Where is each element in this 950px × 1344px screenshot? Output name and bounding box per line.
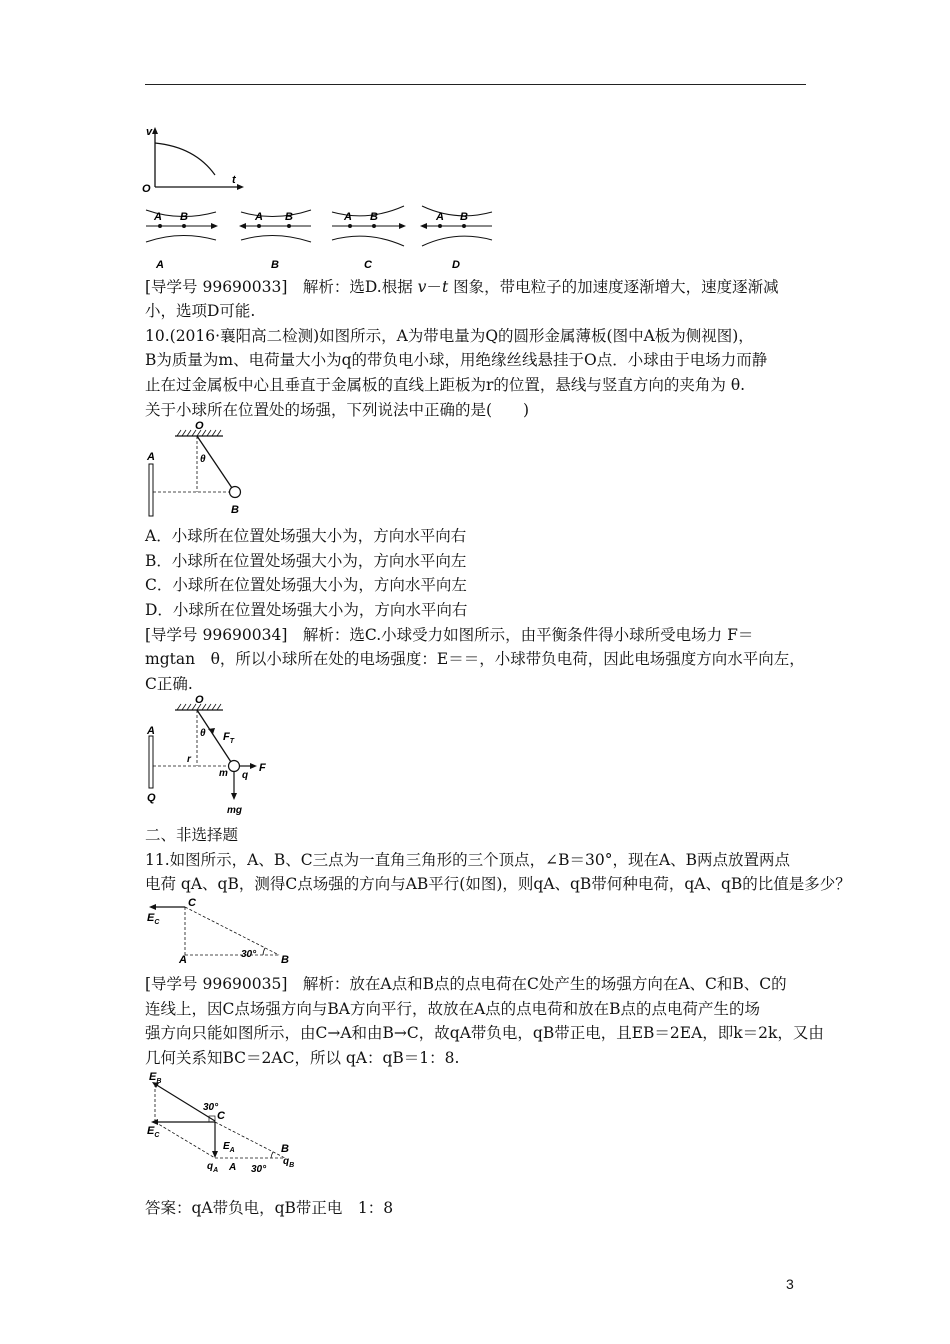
opt-a-point-a: A bbox=[154, 211, 162, 223]
q11-text-line-1: 11.如图所示，A、B、C三点为一直角三角形的三个顶点，∠B＝30°，现在A、B两点放置两点 bbox=[145, 851, 791, 869]
q11-vector-figure bbox=[145, 1072, 305, 1177]
q11-fig-angle: 30° bbox=[241, 949, 257, 960]
opt-b-point-b: B bbox=[285, 211, 293, 223]
option-d-diagram bbox=[420, 206, 492, 271]
q10b-fig-ft: $F_T$ bbox=[223, 731, 235, 745]
opt-a-label: A bbox=[156, 259, 164, 271]
q11-text-line-2: 电荷 qA、qB，测得C点场强的方向与AB平行(如图)，则qA、qB带何种电荷，qA、qB的比值是多少？ bbox=[145, 875, 851, 893]
vt-graph-figure bbox=[140, 125, 250, 195]
q10-fig-o: O bbox=[195, 420, 204, 432]
q10b-fig-m: m bbox=[219, 768, 228, 779]
q11b-fig-ec: $E_C$ bbox=[147, 1125, 160, 1139]
vt-t-label: t bbox=[232, 174, 236, 186]
q11-analysis-line-3: 强方向只能如图所示，由C→A和由B→C，故qA带负电，qB带正电，且EB＝2EA，即k＝2k，又由 bbox=[145, 1024, 824, 1042]
vt-v-label: v bbox=[146, 126, 153, 138]
q10-text-line-2: B为质量为m、电荷量大小为q的带负电小球，用绝缘丝线悬挂于O点．小球由于电场力而静 bbox=[145, 351, 768, 369]
q10-text-line-3: 止在过金属板中心且垂直于金属板的直线上距板为r的位置，悬线与竖直方向的夹角为 θ. bbox=[145, 376, 746, 394]
q11b-fig-angle-top: 30° bbox=[203, 1102, 219, 1113]
q11-fig-c: C bbox=[188, 897, 196, 909]
q10b-fig-f: F bbox=[259, 762, 266, 774]
q11-triangle-figure bbox=[145, 895, 295, 965]
section-2-heading: 二、非选择题 bbox=[145, 826, 239, 844]
q11b-fig-qb: $q_B$ bbox=[283, 1156, 295, 1169]
q10-force-diagram bbox=[145, 696, 275, 816]
q10-option-b: B．小球所在位置处场强大小为，方向水平向左 bbox=[145, 552, 467, 570]
header-rule bbox=[145, 84, 806, 85]
option-c-diagram bbox=[332, 206, 406, 271]
q10-analysis-line-1: [导学号 99690034] 解析：选C.小球受力如图所示，由平衡条件得小球所受电场力 F＝ bbox=[145, 626, 754, 644]
opt-d-point-b: B bbox=[460, 211, 468, 223]
q10-analysis-line-3: C正确. bbox=[145, 675, 193, 693]
q11b-fig-b: B bbox=[281, 1143, 289, 1155]
q10-analysis-line-2: mgtan θ，所以小球所在处的电场强度：E＝＝，小球带负电荷，因此电场强度方向水平向左， bbox=[145, 650, 805, 668]
q9-analysis-line-2: 小，选项D可能. bbox=[145, 302, 256, 320]
vt-origin-label: O bbox=[142, 183, 151, 195]
q11b-fig-c: C bbox=[217, 1110, 225, 1122]
q10-option-c: C．小球所在位置处场强大小为，方向水平向左 bbox=[145, 576, 467, 594]
q10b-fig-q: q bbox=[242, 770, 249, 781]
q10b-fig-mg: mg bbox=[227, 805, 242, 816]
opt-c-label: C bbox=[364, 259, 372, 271]
opt-b-label: B bbox=[271, 259, 279, 271]
q11-analysis-line-4: 几何关系知BC＝2AC，所以 qA：qB＝1：8. bbox=[145, 1049, 460, 1067]
q10b-fig-r: r bbox=[187, 754, 191, 765]
q10-text-line-1: 10.(2016·襄阳高二检测)如图所示，A为带电量为Q的圆形金属薄板(图中A板为侧视图)， bbox=[145, 327, 754, 345]
opt-b-point-a: A bbox=[255, 211, 263, 223]
q10-fig-b: B bbox=[231, 504, 239, 516]
q11-analysis-line-1: [导学号 99690035] 解析：放在A点和B点的点电荷在C处产生的场强方向在A、C和B、C的 bbox=[145, 975, 787, 993]
opt-d-point-a: A bbox=[436, 211, 444, 223]
q10-fig-a: A bbox=[147, 451, 155, 463]
q10-pendulum-figure bbox=[145, 422, 255, 517]
q10b-fig-a: A bbox=[147, 725, 155, 737]
option-b-diagram bbox=[239, 210, 311, 271]
opt-c-point-b: B bbox=[370, 211, 378, 223]
q11b-fig-ea: $E_A$ bbox=[223, 1141, 235, 1154]
opt-d-label: D bbox=[452, 259, 460, 271]
opt-c-point-a: A bbox=[344, 211, 352, 223]
field-lines-options-figure bbox=[140, 200, 500, 272]
option-a-diagram bbox=[146, 210, 218, 271]
q10b-fig-q-plate: Q bbox=[147, 792, 156, 804]
q10b-fig-theta: θ bbox=[200, 728, 206, 739]
q11-answer: 答案：qA带负电，qB带正电 1：8 bbox=[145, 1199, 394, 1217]
q10-option-a: A．小球所在位置处场强大小为，方向水平向右 bbox=[145, 527, 467, 545]
q11b-fig-angle-bottom: 30° bbox=[251, 1164, 267, 1175]
q11-fig-ec: $E_C$ bbox=[147, 912, 160, 926]
q10b-fig-o: O bbox=[195, 694, 204, 706]
page-number: 3 bbox=[786, 1276, 794, 1292]
q11-analysis-line-2: 连线上，因C点场强方向与BA方向平行，故放在A点的点电荷和放在B点的点电荷产生的场 bbox=[145, 1000, 761, 1018]
q10-text-line-4: 关于小球所在位置处的场强，下列说法中正确的是( ) bbox=[145, 401, 530, 419]
opt-a-point-b: B bbox=[180, 211, 188, 223]
q10-option-d: D．小球所在位置处场强大小为，方向水平向右 bbox=[145, 601, 468, 619]
q10-fig-theta: θ bbox=[200, 454, 206, 465]
q9-analysis-line-1: [导学号 99690033] 解析：选D.根据 v－t 图象，带电粒子的加速度逐渐增大，速度逐渐减 bbox=[145, 278, 779, 296]
q11-fig-a: A bbox=[179, 954, 187, 966]
q11b-fig-qa: $q_A$ bbox=[207, 1161, 219, 1174]
q11b-fig-eb: $E_B$ bbox=[149, 1071, 162, 1085]
q11-fig-b: B bbox=[281, 954, 289, 966]
q11b-fig-a: A bbox=[229, 1162, 237, 1173]
